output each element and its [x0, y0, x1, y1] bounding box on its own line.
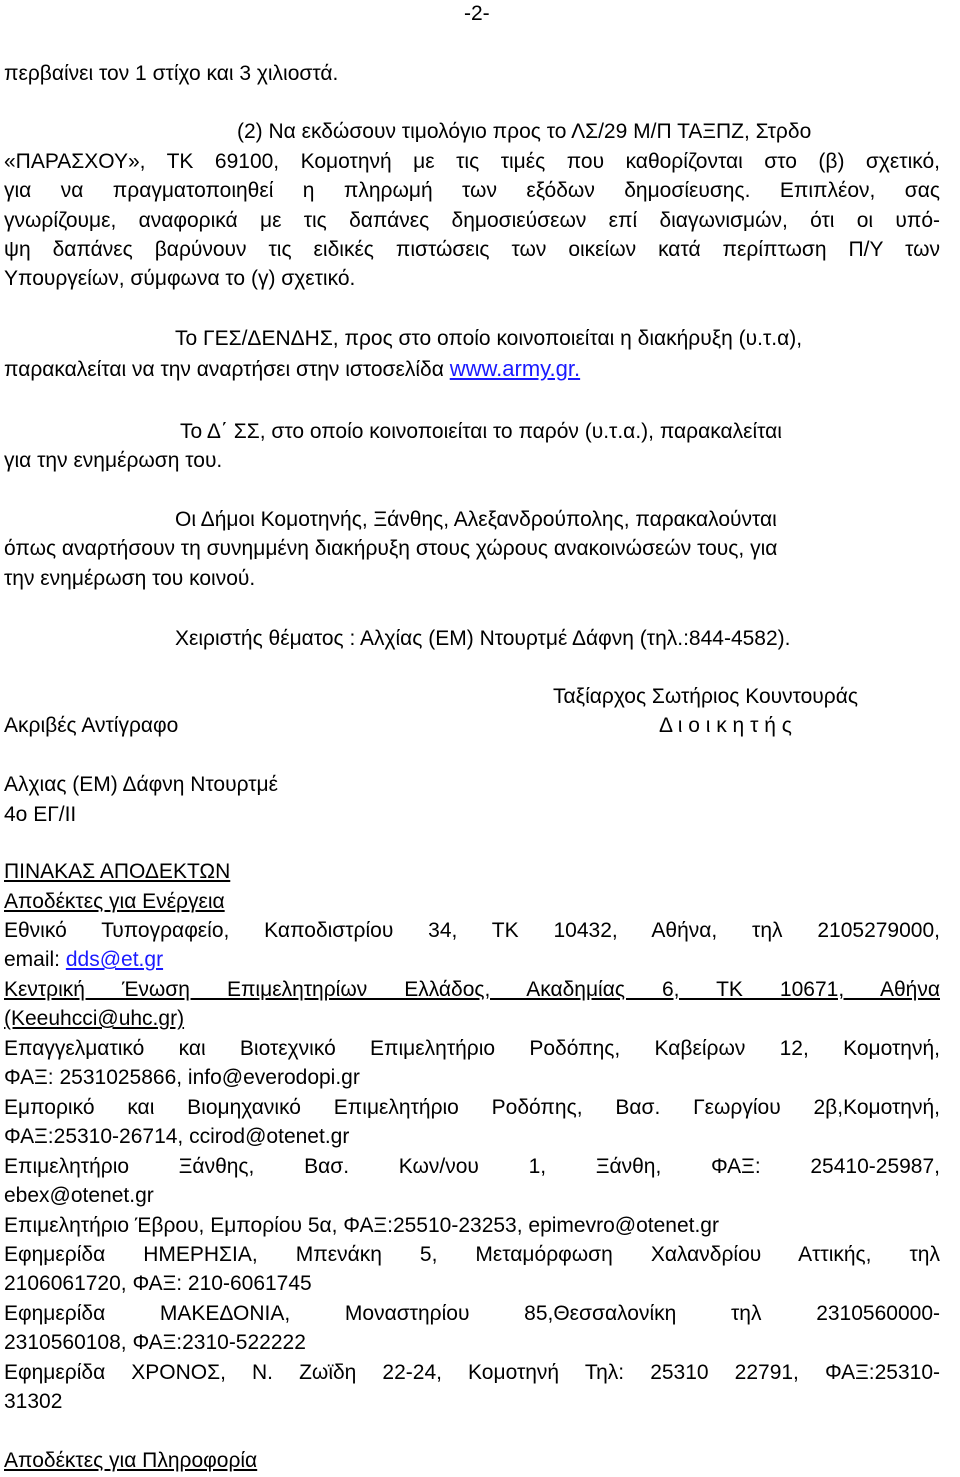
recipient-1-line-2 [4, 946, 940, 974]
intro-line: περβαίνει τον 1 στίχο και 3 χιλιοστά. [4, 62, 339, 85]
recipient-2-line-2: (Keeuhcci@uhc.gr) [4, 1007, 185, 1030]
signatory-title: Δ ι ο ι κ η τ ή ς [659, 714, 792, 737]
recipient-4-line-1: Εμπορικό και Βιομηχανικό Επιμελητήριο Ροδόπης, Βασ. Γεωργίου 2β,Κομοτηνή, [4, 1096, 940, 1119]
recipient-3-line-1: Επαγγελματικό και Βιοτεχνικό Επιμελητήριο Ροδόπης, Καβείρων 12, Κομοτηνή, [4, 1037, 940, 1060]
recipient-8-line-1: Εφημερίδα ΜΑΚΕΔΟΝΙΑ, Μοναστηρίου 85,Θεσσαλονίκη τηλ 2310560000- [4, 1302, 940, 1325]
recipient-2-line-1: Κεντρική Ένωση Επιμελητηρίων Ελλάδος, Ακαδημίας 6, ΤΚ 10671, Αθήνα [4, 978, 940, 1001]
recipient-7-line-2: 2106061720, ΦΑΞ: 210-6061745 [4, 1272, 312, 1295]
page-number: -2- [464, 2, 490, 25]
true-copy-name: Αλχιας (ΕΜ) Δάφνη Ντουρτμέ [4, 773, 278, 796]
dimoi-line-2: όπως αναρτήσουν τη συνημμένη διακήρυξη στους χώρους ανακοινώσεών τους, για [4, 537, 778, 560]
dss-line-1: Το Δ΄ ΣΣ, στο οποίο κοινοποιείται το παρόν (υ.τ.α.), παρακαλείται [180, 420, 782, 443]
recipient-8-line-2: 2310560108, ΦΑΞ:2310-522222 [4, 1331, 306, 1354]
true-copy-unit: 4ο ΕΓ/ΙΙ [4, 803, 77, 826]
link-period: . [574, 356, 581, 381]
gesdendhs-line-1: Το ΓΕΣ/ΔΕΝΔΗΣ, προς στο οποίο κοινοποιείται η διακήρυξη (υ.τ.α), [175, 327, 803, 350]
dds-email-link[interactable]: dds@et.gr [65, 948, 164, 971]
dimoi-line-3: την ενημέρωση του κοινού. [4, 567, 256, 590]
recipient-9-line-1: Εφημερίδα ΧΡΟΝΟΣ, Ν. Ζωϊδη 22-24, Κομοτηνή Τηλ: 25310 22791, ΦΑΞ:25310- [4, 1361, 940, 1384]
recipient-6-line-1: Επιμελητήριο Έβρου, Εμπορίου 5α, ΦΑΞ:25510-23253, epimevro@otenet.gr [4, 1214, 719, 1237]
true-copy-label: Ακριβές Αντίγραφο [4, 714, 179, 737]
gesdendhs-line-2 [4, 355, 940, 384]
handler-line: Χειριστής θέματος : Αλχίας (ΕΜ) Ντουρτμέ Δάφνη (τηλ.:844-4582). [175, 627, 791, 650]
action-recipients-heading: Αποδέκτες για Ενέργεια [4, 890, 225, 913]
dimoi-line-1: Οι Δήμοι Κομοτηνής, Ξάνθης, Αλεξανδρούπολης, παρακαλούνται [175, 508, 777, 531]
recipient-5-line-1: Επιμελητήριο Ξάνθης, Βασ. Κων/νου 1, Ξάνθη, ΦΑΞ: 25410-25987, [4, 1155, 940, 1178]
recipient-9-line-2: 31302 [4, 1390, 63, 1413]
para2-line-6: Υπουργείων, σύμφωνα το (γ) σχετικό. [4, 267, 356, 290]
para2-line-5: ψη δαπάνες βαρύνουν τις ειδικές πιστώσεις των οικείων κατά περίπτωση Π/Υ των [4, 238, 940, 261]
para2-line-1: (2) Να εκδώσουν τιμολόγιο προς το ΛΣ/29 Μ/Π ΤΑΞΠΖ, Στρδο [237, 120, 812, 143]
info-recipients-heading: Αποδέκτες για Πληροφορία [4, 1449, 258, 1472]
recipient-3-line-2: ΦΑΞ: 2531025866, info@everodopi.gr [4, 1066, 360, 1089]
recipient-4-line-2: ΦΑΞ:25310-26714, ccirod@otenet.gr [4, 1125, 350, 1148]
recipients-heading: ΠΙΝΑΚΑΣ ΑΠΟΔΕΚΤΩΝ [4, 860, 231, 883]
para2-line-2: «ΠΑΡΑΣΧΟΥ», ΤΚ 69100, Κομοτηνή με τις τιμές που καθορίζονται στο (β) σχετικό, [4, 150, 940, 173]
recipient-7-line-1: Εφημερίδα ΗΜΕΡΗΣΙΑ, Μπενάκη 5, Μεταμόρφωση Χαλανδρίου Αττικής, τηλ [4, 1243, 940, 1266]
para2-line-3: για να πραγματοποιηθεί η πληρωμή των εξόδων δημοσίευσης. Επιπλέον, σας [4, 179, 940, 202]
para2-line-4: γνωρίζουμε, αναφορικά με τις δαπάνες δημοσιεύσεων επί διαγωνισμών, ότι οι υπό- [4, 209, 940, 232]
gesdendhs-line-2-text: παρακαλείται να την αναρτήσει στην ιστοσελίδα [4, 358, 450, 381]
recipient-1-line-1: Εθνικό Τυπογραφείο, Καποδιστρίου 34, ΤΚ 10432, Αθήνα, τηλ 2105279000, [4, 919, 940, 942]
army-website-link[interactable]: www.army.gr [449, 356, 574, 381]
recipient-5-line-2: ebex@otenet.gr [4, 1184, 154, 1207]
email-label: email: [4, 948, 66, 971]
dss-line-2: για την ενημέρωση του. [4, 449, 223, 472]
signatory-name: Ταξίαρχος Σωτήριος Κουντουράς [553, 685, 858, 708]
